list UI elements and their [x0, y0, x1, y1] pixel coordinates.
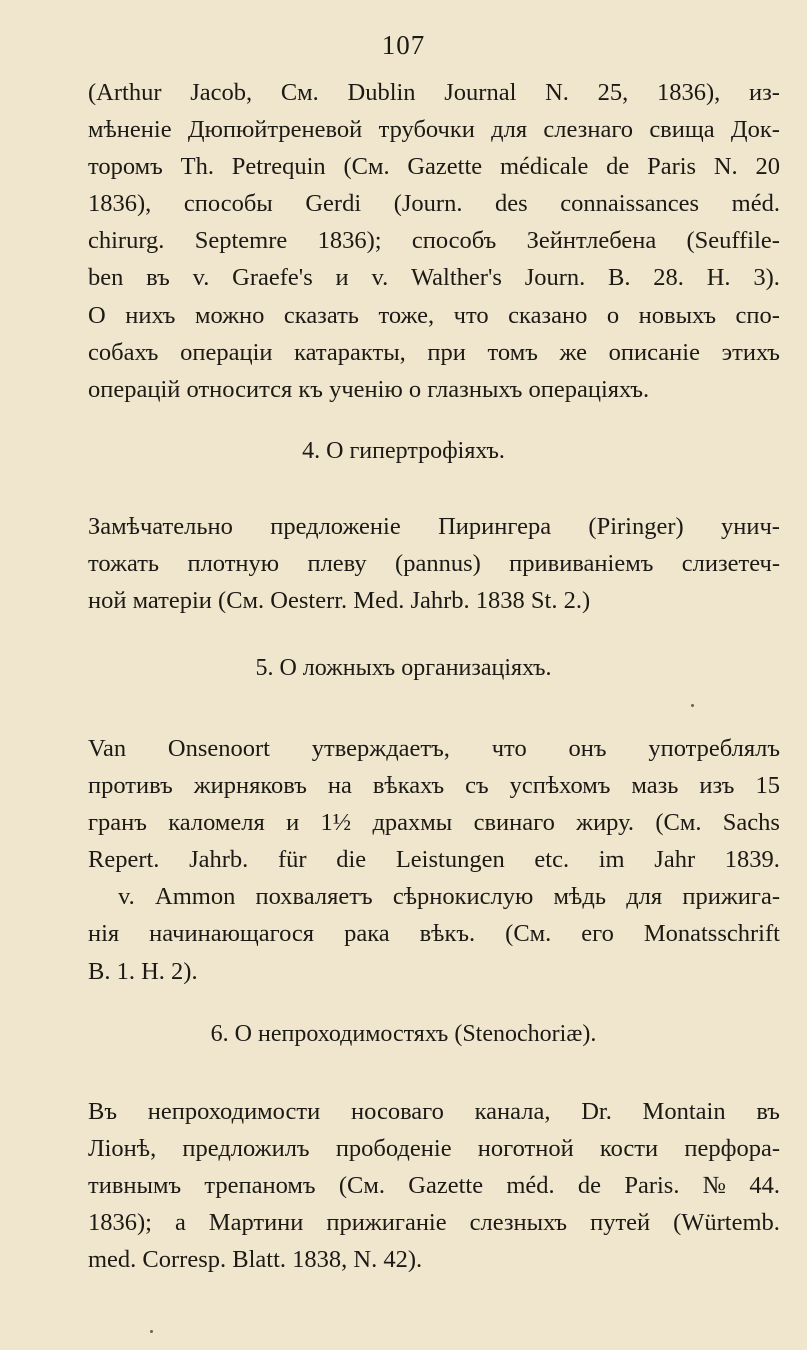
text-line: Van Onsenoort утверждаетъ, что онъ употреблялъ: [88, 735, 780, 762]
section-heading-stenochoriae: [0, 1021, 807, 1048]
text-line: О нихъ можно сказать тоже, что сказано о новыхъ спо-: [88, 301, 780, 329]
paragraph-eyelid-treatments: [88, 730, 780, 990]
paragraph-nasal-canal-obstruction: [88, 1093, 780, 1278]
text-line: med. Corresp. Blatt. 1838, N. 42).: [88, 1246, 423, 1274]
text-line: chirurg. Septemre 1836); способъ Зейнтлебена (Seuffile-: [88, 227, 780, 255]
text-line: Repert. Jahrb. für die Leistungen etc. im Jahr 1839.: [88, 846, 780, 874]
text-line: тожать плотную плеву (pannus) прививаніемъ слизетеч-: [88, 550, 780, 578]
text-line: тивнымъ трепаномъ (См. Gazette méd. de Paris. № 44.: [88, 1172, 780, 1200]
text-line: 1836); а Мартини прижиганіе слезныхъ путей (Würtemb.: [88, 1209, 780, 1237]
paragraph-pannus-treatment: [88, 508, 780, 619]
paragraph-lacrimal-fistula-methods: [88, 74, 780, 408]
text-line: v. Ammon похваляетъ сѣрнокислую мѣдь для прижига-: [118, 883, 780, 911]
text-line: 1836), способы Gerdi (Journ. des connaissances méd.: [88, 190, 780, 218]
text-line: (Arthur Jacob, См. Dublin Journal N. 25, 1836), из-: [88, 79, 780, 106]
text-line: ben въ v. Graefe's и v. Walther's Journ. B. 28. H. 3).: [88, 264, 780, 292]
heading-text: 4. О гипертрофіяхъ.: [302, 438, 505, 464]
page-number: 107: [381, 30, 426, 60]
text-line: мѣненіе Дюпюйтреневой трубочки для слезнаго свища Док-: [88, 116, 780, 144]
heading-text: 6. О непроходимостяхъ (Stenochoriæ).: [210, 1021, 597, 1047]
section-heading-false-organizations: [0, 655, 807, 682]
text-line: операцій относится къ ученію о глазныхъ операціяхъ.: [88, 375, 650, 403]
text-line: Замѣчательно предложеніе Пирингера (Piringer) унич-: [88, 513, 780, 540]
paper-speck: [150, 1330, 153, 1333]
text-line: гранъ каломеля и 1½ драхмы свинаго жиру. (См. Sachs: [88, 809, 780, 837]
text-line: Ліонѣ, предложилъ прободеніе ноготной кости перфора-: [88, 1135, 780, 1163]
heading-text: 5. О ложныхъ организаціяхъ.: [255, 655, 552, 681]
text-line: Въ непроходимости носоваго канала, Dr. Montain въ: [88, 1098, 780, 1125]
paper-speck: [691, 704, 694, 707]
text-line: ной матеріи (См. Oesterr. Med. Jahrb. 1838 St. 2.): [88, 587, 591, 615]
section-heading-hypertrophies: [0, 438, 807, 465]
text-line: торомъ Th. Petrequin (См. Gazette médicale de Paris N. 20: [88, 153, 780, 181]
text-line: противъ жирняковъ на вѣкахъ съ успѣхомъ мазь изъ 15: [88, 772, 780, 800]
text-line: B. 1. H. 2).: [88, 957, 198, 985]
text-line: собахъ операціи катаракты, при томъ же описаніе этихъ: [88, 338, 780, 366]
text-line: нія начинающагося рака вѣкъ. (См. его Monatsschrift: [88, 920, 780, 948]
